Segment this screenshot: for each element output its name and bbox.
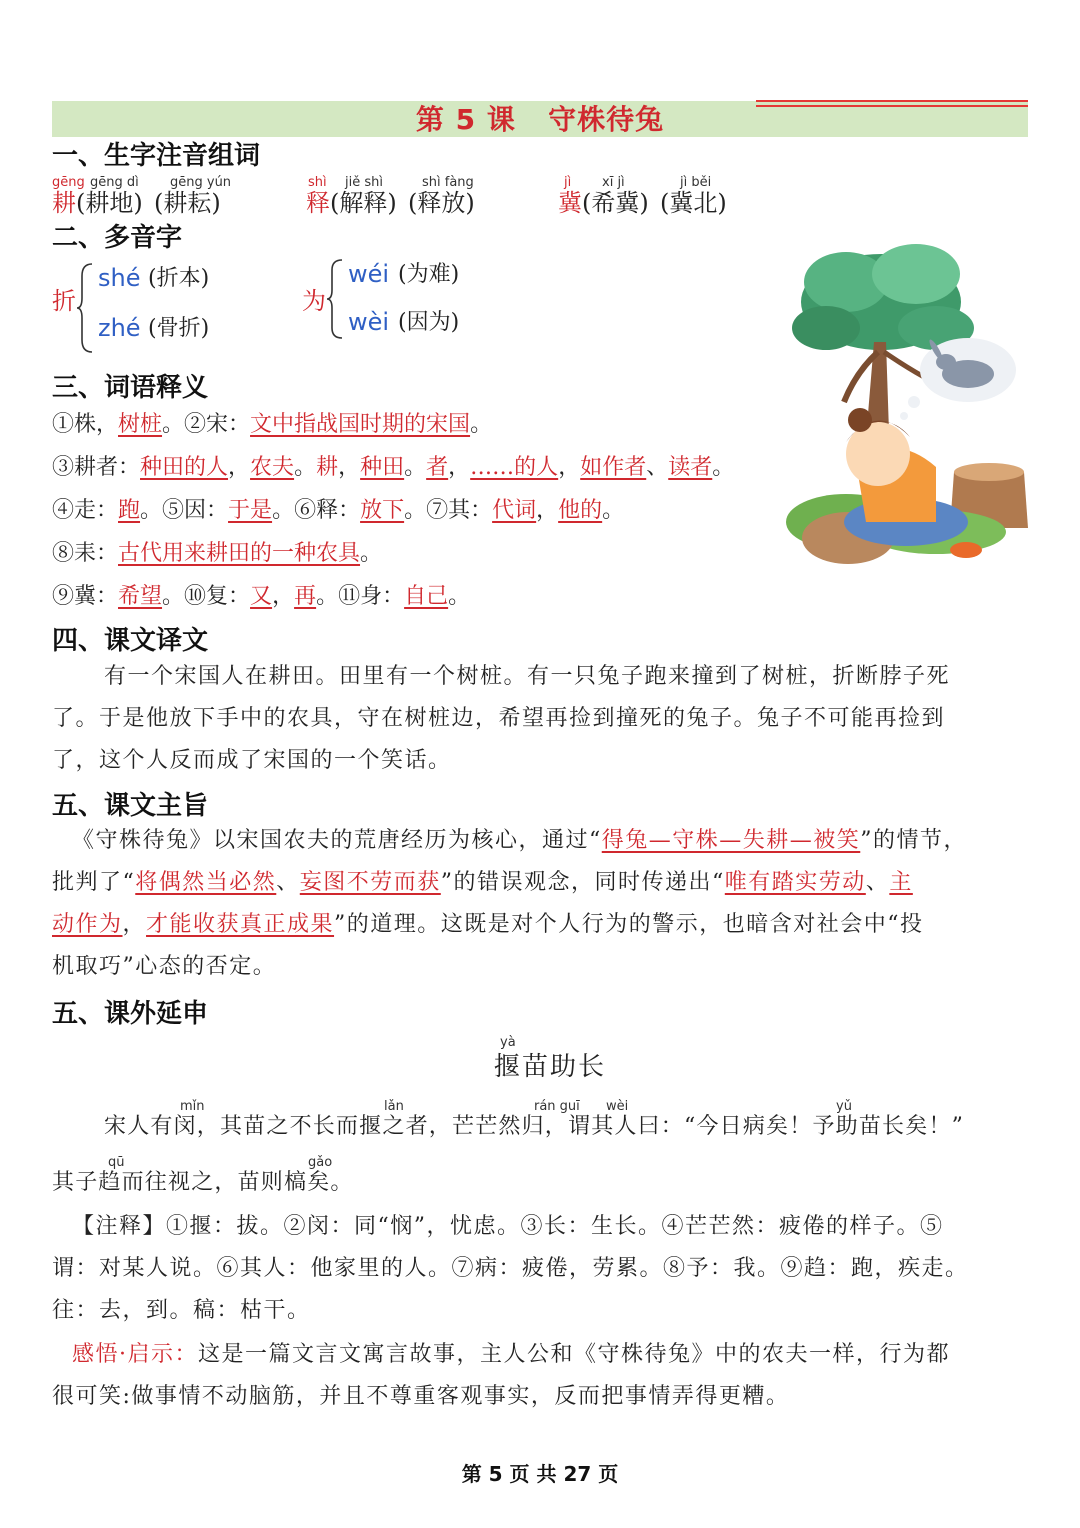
translation-paragraph: 有一个宋国人在耕田。田里有一个树桩。有一只兔子跑来撞到了树桩，折断脖子死 了。于是他放下手中的农具，守在树桩边，希望再捡到撞死的兔子。兔子不可能再捡到 了，这个人反而成了宋国的一个笑话。 [52,664,951,773]
word-pinyin: jiě shì [345,175,383,190]
word-pinyin: xī jì [602,175,625,190]
story-title: 揠苗助长 [493,1052,606,1082]
char: 释 [306,189,330,217]
lesson-title [52,101,1028,139]
lesson-name: 守株待兔 [548,103,665,136]
polyphone-pinyin: wéi [348,260,390,288]
polyphone-pinyin: wèi [348,308,390,336]
section-heading-extension: 五、课外延申 [52,999,209,1029]
word-pinyin: shì fàng [422,175,474,190]
char-pinyin: shì [308,175,327,190]
word-pinyin: gēng dì [90,175,139,190]
word-pinyin: gēng yún [170,175,232,190]
polyphone-word: (骨折) [148,316,210,341]
story-line: 其子趋而往视之，苗则槁矣。 [52,1170,354,1195]
notes-paragraph: 【注释】①揠：拔。②闵：同“悯”，忧虑。③长：生长。④芒芒然：疲倦的样子。⑤ 谓：对某人说。⑥其人：他家里的人。⑦病：疲倦，劳累。⑧予：我。⑨趋：跑，疾走。 往：去，到。稿：枯干。 [52,1214,969,1323]
definition-line: ⑨冀：希望。⑩复：又，再。⑪身：自己。 [52,584,471,609]
new-characters-row [52,174,772,218]
section-heading-polyphones: 二、多音字 [52,223,183,253]
word: (解释) [330,189,397,217]
pinyin-annotation: wèi [606,1099,629,1114]
polyphone-pinyin: shé [98,264,141,292]
definition-line: ③耕者：种田的人，农夫。耕，种田。者，……的人，如作者、读者。 [52,455,735,480]
pinyin-annotation: lǎn [384,1099,404,1114]
title-pinyin: yà [500,1035,516,1050]
word: (希冀) [582,189,649,217]
lesson-number: 第 5 课 [415,103,516,136]
word-pinyin: jì běi [680,175,712,190]
section-heading-definitions: 三、词语释义 [52,373,209,403]
polyphone-char: 折 [52,287,76,315]
polyphone-word: (因为) [398,310,460,335]
brace-icon [326,258,346,340]
brace-icon [76,262,96,354]
section-heading-theme: 五、课文主旨 [52,791,209,821]
insight-label: 感悟·启示： [72,1342,198,1367]
story-line: 宋人有闵，其苗之不长而揠之者，芒芒然归，谓其人曰：“今日病矣！予助苗长矣！” [104,1114,965,1139]
insight-paragraph: 感悟·启示：这是一篇文言文寓言故事，主人公和《守株待兔》中的农夫一样，行为都 很可笑:做事情不动脑筋，并且不尊重客观事实，反而把事情弄得更糟。 [52,1342,951,1409]
char: 冀 [558,189,582,217]
page-number: 第 5 页 共 27 页 [461,1462,619,1486]
farmer-tree-illustration [786,232,1048,572]
pinyin-annotation: qū [108,1155,125,1170]
polyphone-block [52,258,512,358]
word: (耕地) [76,189,143,217]
word: (冀北) [660,189,727,217]
polyphone-word: (折本) [148,266,210,291]
pinyin-annotation: yǔ [836,1099,852,1114]
definition-line: ①株，树桩。②宋：文中指战国时期的宋国。 [52,412,493,437]
pinyin-annotation: gǎo [308,1155,333,1170]
polyphone-pinyin: zhé [98,314,141,342]
char-pinyin: jì [564,175,572,190]
theme-paragraph: 《守株待兔》以宋国农夫的荒唐经历为核心，通过“得兔—守株—失耕—被笑”的情节， 批判了“将偶然当必然、妄图不劳而获”的错误观念，同时传递出“唯有踏实劳动、主 动作为，才能收获真正成果”的道理。这既是对个人行为的警示，也暗含对社会中“投 机取巧”心态的否定。 [52,828,968,979]
polyphone-word: (为难) [398,262,460,287]
word: (耕耘) [154,189,221,217]
char: 耕 [52,189,76,217]
section-heading-new-characters: 一、生字注音组词 [52,141,261,171]
char-pinyin: gēng [52,175,85,190]
polyphone-char: 为 [302,287,326,315]
pinyin-annotation: rán guī [534,1099,580,1114]
pinyin-annotation: mǐn [180,1099,205,1114]
word: (释放) [408,189,475,217]
definition-line: ⑧耒：古代用来耕田的一种农具。 [52,541,383,566]
definition-line: ④走：跑。⑤因：于是。⑥释：放下。⑦其：代词，他的。 [52,498,625,523]
section-heading-translation: 四、课文译文 [52,626,209,656]
